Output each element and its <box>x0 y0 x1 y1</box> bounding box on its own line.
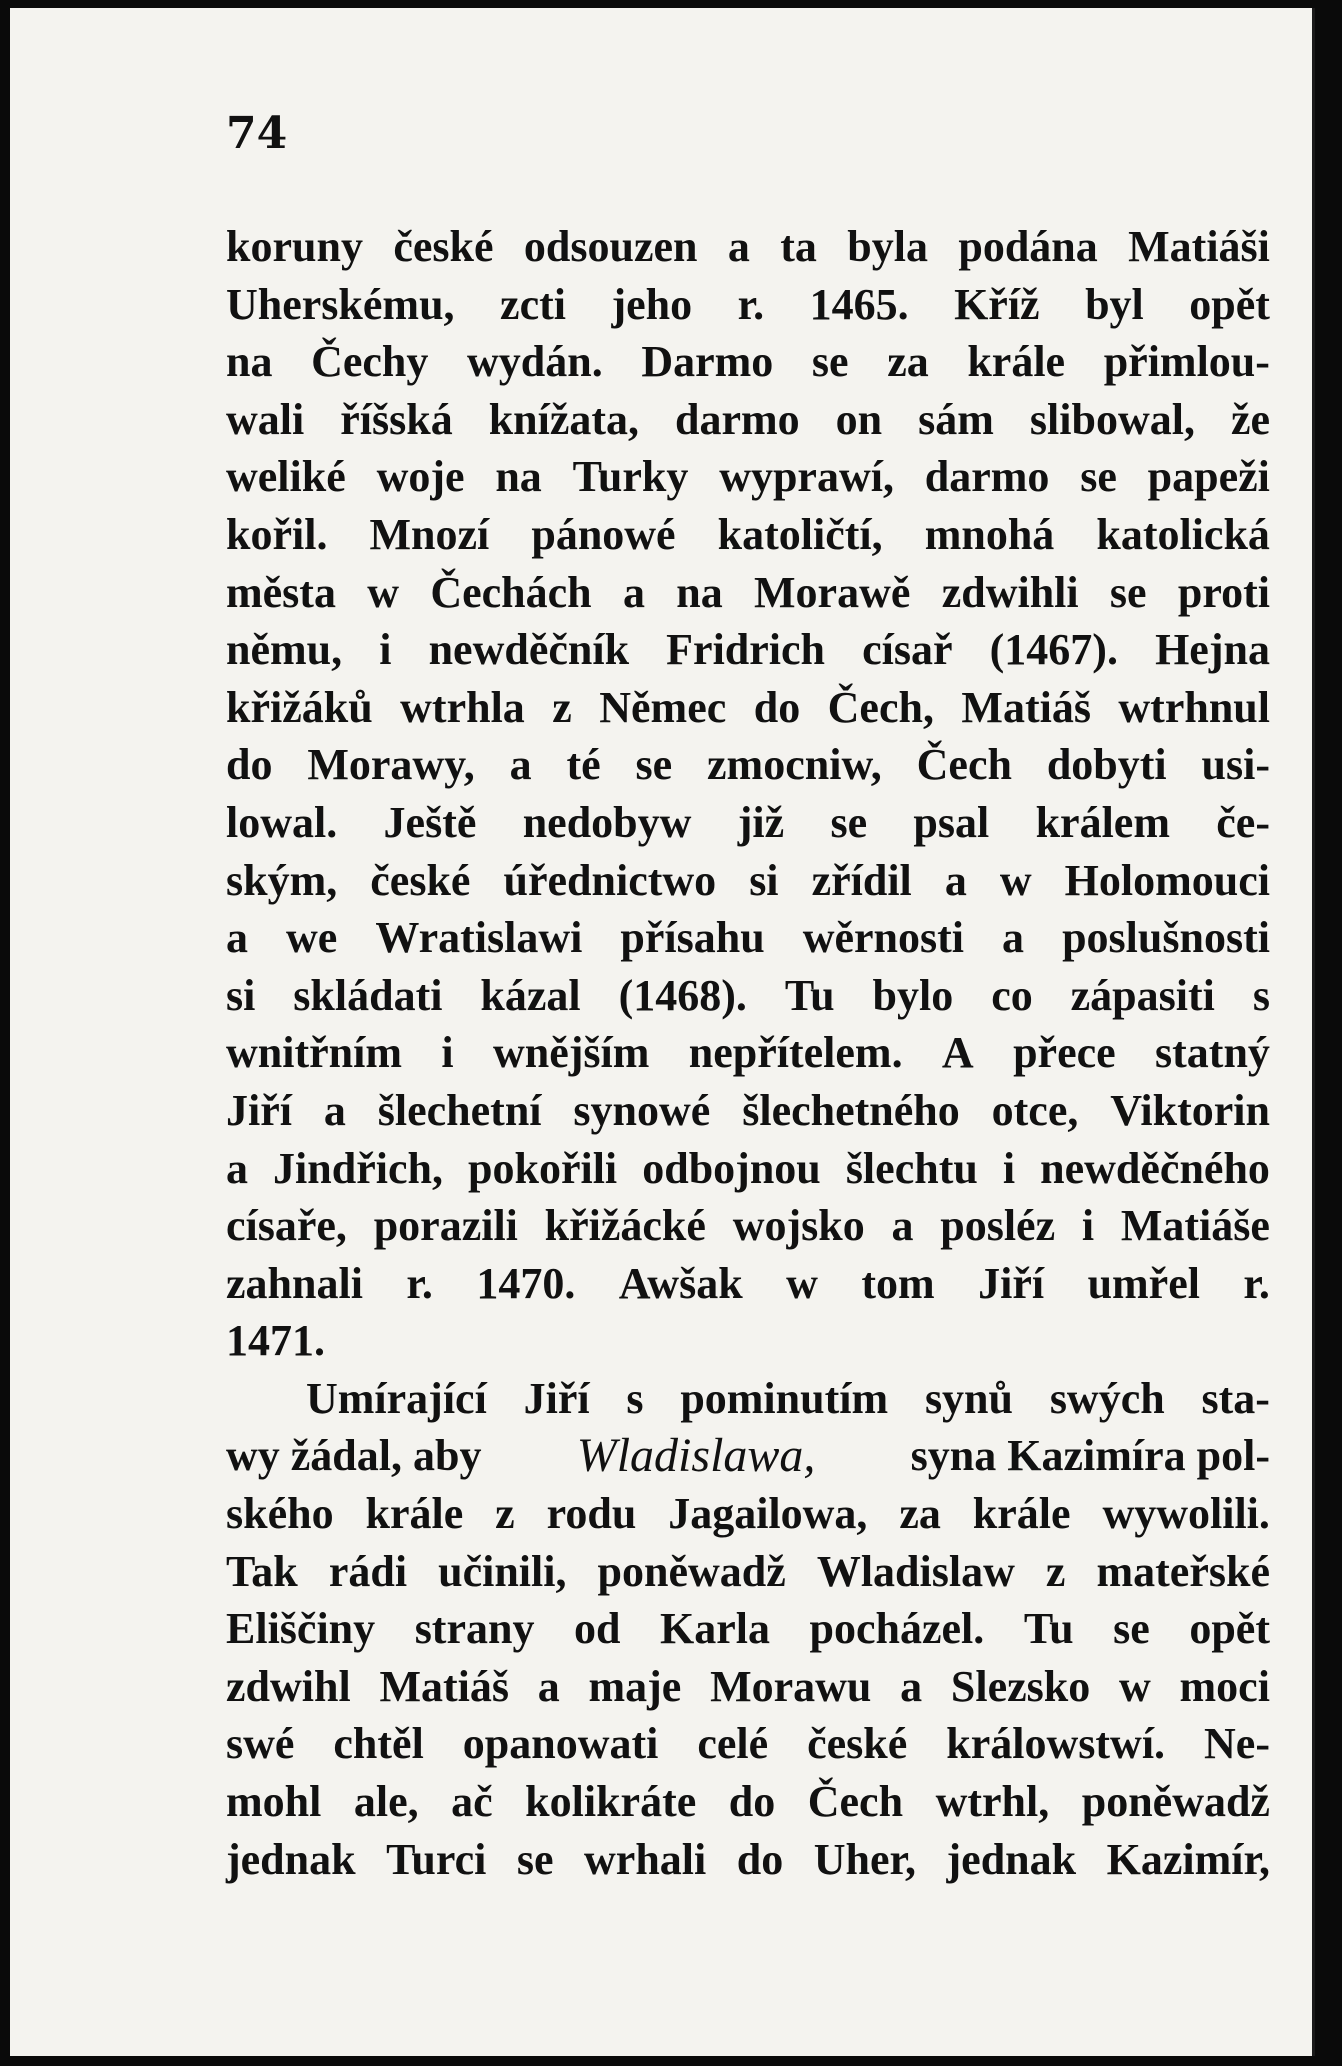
body-text <box>226 218 1270 1888</box>
text-line: a Jindřich, pokořili odbojnou šlechtu i newděčného <box>226 1143 1270 1193</box>
text-line: císaře, porazili křižácké wojsko a posléz i Matiáše <box>226 1201 1270 1251</box>
text-line: si skládati kázal (1468). Tu bylo co zápasiti s <box>226 970 1270 1020</box>
text-line: ským, české úřednictwo si zřídil a w Holomouci <box>226 855 1270 905</box>
text-line: lowal. Ještě nedobyw již se psal králem če- <box>226 797 1270 847</box>
paragraph-2-rest <box>226 1485 1270 1888</box>
text-line: Jiří a šlechetní synowé šlechetného otce, Viktorin <box>226 1085 1270 1135</box>
text-line: weliké woje na Turky wyprawí, darmo se papeži <box>226 452 1270 502</box>
text-line: jednak Turci se wrhali do Uher, jednak Kazimír, <box>226 1834 1270 1884</box>
text-line: a we Wratislawi přísahu wěrnosti a poslušnosti <box>226 913 1270 963</box>
paragraph-1 <box>226 218 1270 1370</box>
text-line: mohl ale, ač kolikráte do Čech wtrhl, poněwadž <box>226 1777 1270 1827</box>
text-line: zdwihl Matiáš a maje Morawu a Slezsko w moci <box>226 1661 1270 1711</box>
text-line: Eliščiny strany od Karla pocházel. Tu se opět <box>226 1604 1270 1654</box>
book-page <box>10 8 1315 2056</box>
text-fragment: wy žádal, aby <box>226 1431 493 1481</box>
page-number: 74 <box>226 108 288 159</box>
paragraph-2 <box>226 1370 1270 1888</box>
text-line: města w Čechách a na Morawě zdwihli se proti <box>226 567 1270 617</box>
text-line: kořil. Mnozí pánowé katoličtí, mnohá katolická <box>226 509 1270 559</box>
text-line-italic <box>226 1427 1270 1485</box>
text-line: ského krále z rodu Jagailowa, za krále wywolili. <box>226 1489 1270 1539</box>
text-line: na Čechy wydán. Darmo se za krále přimlou- <box>226 337 1270 387</box>
text-line: Uherskému, zcti jeho r. 1465. Kříž byl opět <box>226 279 1270 329</box>
text-line: 1471. <box>226 1316 325 1366</box>
text-fragment: syna Kazimíra pol- <box>899 1431 1270 1481</box>
text-line: koruny české odsouzen a ta byla podána Matiáši <box>226 222 1270 271</box>
text-line: němu, i newděčník Fridrich císař (1467). Hejna <box>226 625 1270 675</box>
text-line: Umírající Jiří s pominutím synů swých sta- <box>306 1373 1270 1423</box>
text-line: wnitřním i wnějším nepřítelem. A přece statný <box>226 1028 1270 1078</box>
text-line: křižáků wtrhla z Němec do Čech, Matiáš wtrhnul <box>226 682 1270 732</box>
italic-name: Wladislawa, <box>576 1429 816 1483</box>
text-line: wali říšská knížata, darmo on sám slibowal, že <box>226 394 1270 444</box>
text-line: swé chtěl opanowati celé české králowstwí. Ne- <box>226 1719 1270 1769</box>
text-line: Tak rádi učinili, poněwadž Wladislaw z mateřské <box>226 1546 1270 1596</box>
text-line: do Morawy, a té se zmocniw, Čech dobyti usi- <box>226 740 1270 790</box>
text-line: zahnali r. 1470. Awšak w tom Jiří umřel r. <box>226 1258 1270 1308</box>
